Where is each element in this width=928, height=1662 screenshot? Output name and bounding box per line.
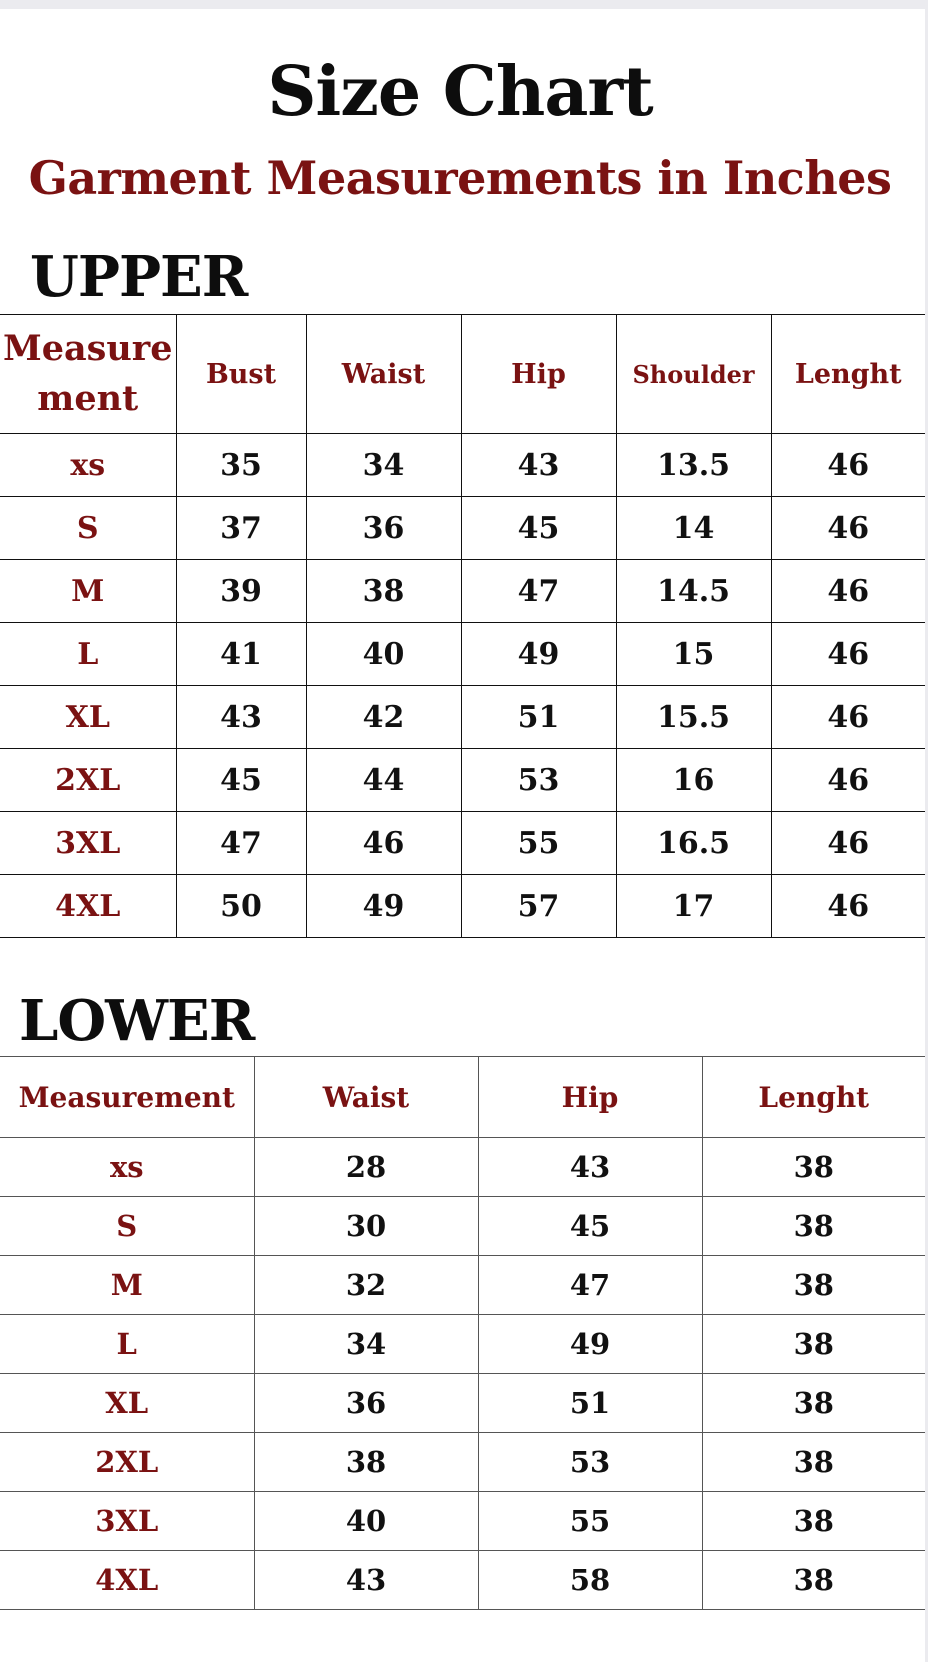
measurement-cell: 47 <box>461 560 616 623</box>
measurement-cell: 38 <box>254 1433 478 1492</box>
column-header-hip: Hip <box>478 1057 702 1138</box>
lower-size-table <box>0 1056 925 1610</box>
measurement-cell: 49 <box>461 623 616 686</box>
measurement-cell: 46 <box>771 875 925 938</box>
size-label-cell: S <box>0 1197 254 1256</box>
measurement-cell: 47 <box>478 1256 702 1315</box>
measurement-cell: 32 <box>254 1256 478 1315</box>
measurement-cell: 38 <box>702 1551 925 1610</box>
size-label-cell: L <box>0 623 176 686</box>
measurement-cell: 51 <box>461 686 616 749</box>
table-row <box>0 560 925 623</box>
measurement-cell: 57 <box>461 875 616 938</box>
measurement-cell: 36 <box>306 497 461 560</box>
measurement-cell: 13.5 <box>616 434 771 497</box>
size-label-cell: 3XL <box>0 1492 254 1551</box>
size-label-cell: M <box>0 560 176 623</box>
measurement-cell: 51 <box>478 1374 702 1433</box>
measurement-cell: 53 <box>461 749 616 812</box>
measurement-cell: 15.5 <box>616 686 771 749</box>
table-header-row <box>0 1057 925 1138</box>
measurement-cell: 34 <box>254 1315 478 1374</box>
measurement-cell: 38 <box>702 1492 925 1551</box>
measurement-cell: 41 <box>176 623 306 686</box>
measurement-cell: 45 <box>176 749 306 812</box>
upper-section-title: UPPER <box>30 244 248 310</box>
column-header-shoulder: Shoulder <box>616 315 771 434</box>
measurement-cell: 55 <box>478 1492 702 1551</box>
size-label-cell: xs <box>0 1138 254 1197</box>
measurement-cell: 46 <box>771 434 925 497</box>
measurement-cell: 47 <box>176 812 306 875</box>
measurement-cell: 15 <box>616 623 771 686</box>
measurement-cell: 14.5 <box>616 560 771 623</box>
measurement-cell: 46 <box>771 623 925 686</box>
size-label-cell: 2XL <box>0 1433 254 1492</box>
measurement-cell: 38 <box>702 1433 925 1492</box>
table-row <box>0 434 925 497</box>
measurement-cell: 30 <box>254 1197 478 1256</box>
measurement-cell: 46 <box>771 749 925 812</box>
table-row <box>0 1433 925 1492</box>
column-header-measurement <box>0 315 176 434</box>
column-header-length: Lenght <box>702 1057 925 1138</box>
measurement-cell: 43 <box>176 686 306 749</box>
table-row <box>0 812 925 875</box>
measurement-cell: 39 <box>176 560 306 623</box>
table-row <box>0 1374 925 1433</box>
measurement-cell: 49 <box>478 1315 702 1374</box>
size-label-cell: L <box>0 1315 254 1374</box>
lower-section-title: LOWER <box>19 988 255 1054</box>
top-strip <box>0 0 928 9</box>
measurement-cell: 45 <box>478 1197 702 1256</box>
measurement-cell: 46 <box>771 560 925 623</box>
table-row <box>0 497 925 560</box>
measurement-cell: 55 <box>461 812 616 875</box>
measurement-cell: 17 <box>616 875 771 938</box>
measurement-cell: 14 <box>616 497 771 560</box>
measurement-cell: 38 <box>702 1374 925 1433</box>
measurement-cell: 35 <box>176 434 306 497</box>
measurement-cell: 43 <box>461 434 616 497</box>
measurement-cell: 50 <box>176 875 306 938</box>
table-header-row <box>0 315 925 434</box>
size-label-cell: xs <box>0 434 176 497</box>
column-header-label: Measure ment <box>2 328 173 419</box>
measurement-cell: 16 <box>616 749 771 812</box>
measurement-cell: 38 <box>702 1197 925 1256</box>
measurement-cell: 40 <box>254 1492 478 1551</box>
column-header-waist: Waist <box>306 315 461 434</box>
table-row <box>0 1138 925 1197</box>
measurement-cell: 38 <box>702 1315 925 1374</box>
size-label-cell: 3XL <box>0 812 176 875</box>
measurement-cell: 28 <box>254 1138 478 1197</box>
size-label-cell: 4XL <box>0 875 176 938</box>
size-label-cell: S <box>0 497 176 560</box>
column-header-waist: Waist <box>254 1057 478 1138</box>
measurement-cell: 38 <box>702 1138 925 1197</box>
measurement-cell: 43 <box>478 1138 702 1197</box>
column-header-bust: Bust <box>176 315 306 434</box>
column-header-measurement: Measurement <box>0 1057 254 1138</box>
table-row <box>0 875 925 938</box>
measurement-cell: 43 <box>254 1551 478 1610</box>
measurement-cell: 46 <box>771 497 925 560</box>
measurement-cell: 40 <box>306 623 461 686</box>
measurement-cell: 38 <box>702 1256 925 1315</box>
measurement-cell: 38 <box>306 560 461 623</box>
size-label-cell: XL <box>0 1374 254 1433</box>
measurement-cell: 53 <box>478 1433 702 1492</box>
table-row <box>0 1551 925 1610</box>
column-header-hip: Hip <box>461 315 616 434</box>
table-row <box>0 686 925 749</box>
size-label-cell: M <box>0 1256 254 1315</box>
page-subtitle: Garment Measurements in Inches <box>28 151 892 205</box>
measurement-cell: 46 <box>306 812 461 875</box>
table-row <box>0 1256 925 1315</box>
table-row <box>0 1492 925 1551</box>
measurement-cell: 49 <box>306 875 461 938</box>
table-row <box>0 1315 925 1374</box>
measurement-cell: 58 <box>478 1551 702 1610</box>
measurement-cell: 45 <box>461 497 616 560</box>
size-label-cell: XL <box>0 686 176 749</box>
upper-size-table <box>0 314 925 938</box>
table-row <box>0 623 925 686</box>
measurement-cell: 37 <box>176 497 306 560</box>
table-row <box>0 749 925 812</box>
measurement-cell: 44 <box>306 749 461 812</box>
size-label-cell: 4XL <box>0 1551 254 1610</box>
measurement-cell: 36 <box>254 1374 478 1433</box>
measurement-cell: 46 <box>771 812 925 875</box>
size-label-cell: 2XL <box>0 749 176 812</box>
column-header-length: Lenght <box>771 315 925 434</box>
measurement-cell: 16.5 <box>616 812 771 875</box>
page-title: Size Chart <box>267 52 653 132</box>
measurement-cell: 34 <box>306 434 461 497</box>
measurement-cell: 42 <box>306 686 461 749</box>
table-row <box>0 1197 925 1256</box>
measurement-cell: 46 <box>771 686 925 749</box>
